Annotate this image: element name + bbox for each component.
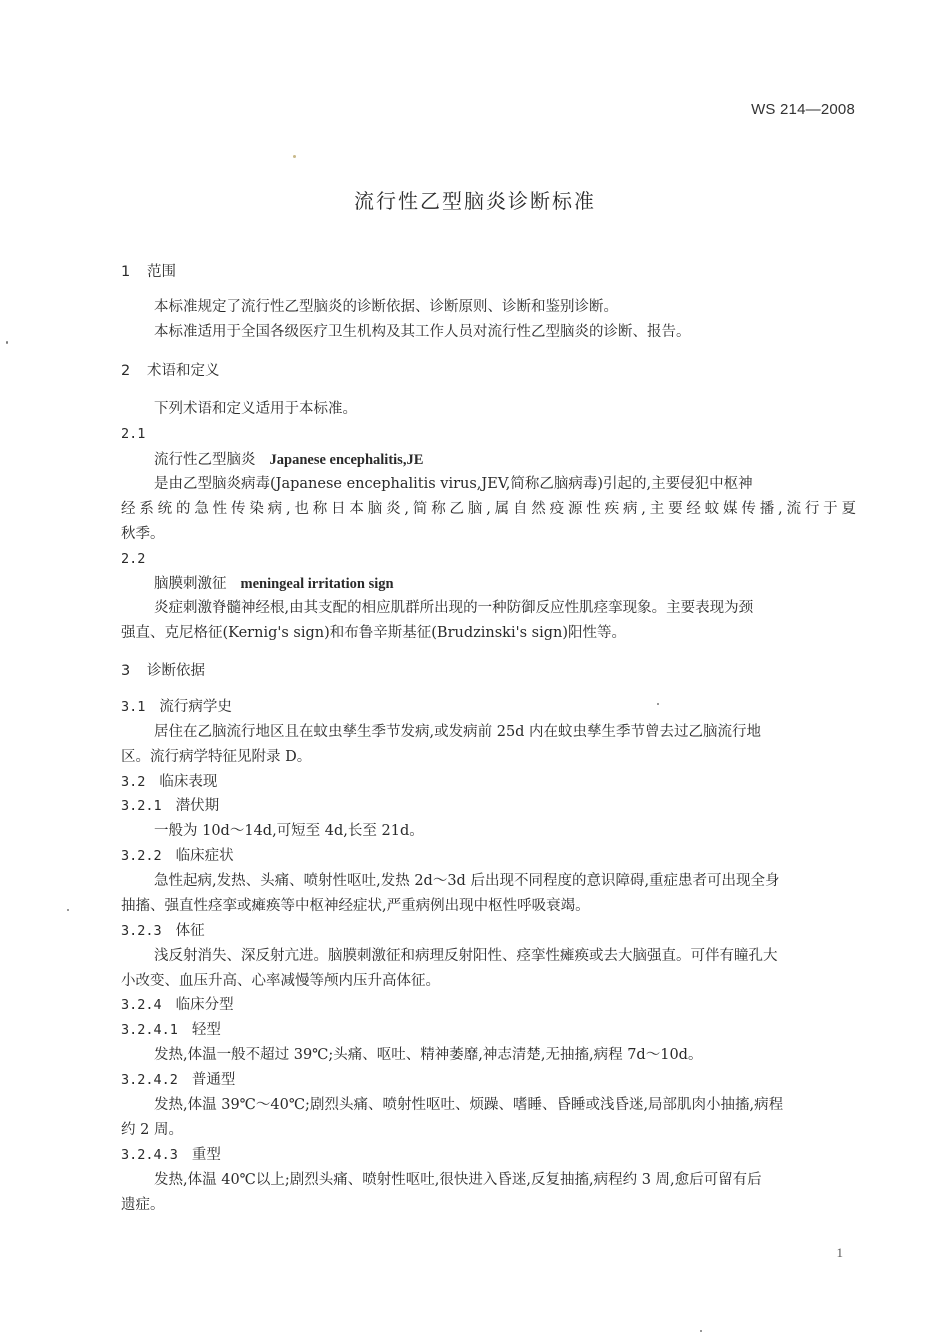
subsection-title: 临床分型 xyxy=(175,997,234,1013)
subsection-title: 体征 xyxy=(175,923,205,939)
term-entry xyxy=(154,574,394,594)
paragraph-line: 发热,体温 40℃以上;剧烈头痛、喷射性呕吐,很快进入昏迷,反复抽搐,病程约 3 周,愈后可留有后 xyxy=(154,1172,762,1188)
section-title: 范围 xyxy=(147,264,176,280)
paragraph-line: 一般为 10d～14d,可短至 4d,长至 21d。 xyxy=(154,823,424,839)
section-2-heading xyxy=(121,361,220,381)
term-entry xyxy=(154,450,423,470)
paragraph: 本标准规定了流行性乙型脑炎的诊断依据、诊断原则、诊断和鉴别诊断。 xyxy=(154,299,618,315)
subsection-number: 3.2 xyxy=(121,774,146,790)
definition-line: 是由乙型脑炎病毒(Japanese encephalitis virus,JEV,简称乙脑病毒)引起的,主要侵犯中枢神 xyxy=(154,476,753,492)
paragraph: 本标准适用于全国各级医疗卫生机构及其工作人员对流行性乙型脑炎的诊断、报告。 xyxy=(154,324,691,340)
page-number: 1 xyxy=(836,1245,843,1260)
subsection-title: 流行病学史 xyxy=(159,699,232,715)
subsection-3-2-4-1-heading xyxy=(121,1020,221,1040)
subsection-3-2-3-heading xyxy=(121,921,205,941)
section-number: 2 xyxy=(121,363,131,379)
section-3-heading xyxy=(121,661,205,681)
term-chinese: 流行性乙型脑炎 xyxy=(154,452,256,468)
section-1-heading xyxy=(121,262,176,282)
definition-line: 炎症刺激脊髓神经根,由其支配的相应肌群所出现的一种防御反应性肌痉挛现象。主要表现为颈 xyxy=(154,600,754,616)
term-number: 2.1 xyxy=(121,426,146,442)
scan-speck xyxy=(67,909,69,911)
subsection-number: 3.2.1 xyxy=(121,798,162,814)
paragraph-line: 急性起病,发热、头痛、喷射性呕吐,发热 2d～3d 后出现不同程度的意识障碍,重症患者可出现全身 xyxy=(154,873,780,889)
paragraph-line: 区。流行病学特征见附录 D。 xyxy=(121,749,312,765)
section-number: 3 xyxy=(121,663,131,679)
scan-speck xyxy=(6,341,8,344)
subsection-3-2-4-3-heading xyxy=(121,1145,221,1165)
definition-line: 秋季。 xyxy=(121,526,165,542)
paragraph-line: 居住在乙脑流行地区且在蚊虫孳生季节发病,或发病前 25d 内在蚊虫孳生季节曾去过乙脑流行地 xyxy=(154,724,762,740)
subsection-title: 潜伏期 xyxy=(175,798,220,814)
definition-line: 强直、克尼格征(Kernig's sign)和布鲁辛斯基征(Brudzinski's sign)阳性等。 xyxy=(121,625,626,641)
paragraph-line: 浅反射消失、深反射亢进。脑膜刺激征和病理反射阳性、痉挛性瘫痪或去大脑强直。可伴有瞳孔大 xyxy=(154,948,778,964)
document-title: 流行性乙型脑炎诊断标准 xyxy=(354,189,596,213)
definition-line: 经系统的急性传染病,也称日本脑炎,简称乙脑,属自然疫源性疾病,主要经蚊媒传播,流行于夏 xyxy=(121,501,856,517)
subsection-number: 3.2.4.2 xyxy=(121,1072,178,1088)
subsection-3-2-4-2-heading xyxy=(121,1070,235,1090)
subsection-title: 临床表现 xyxy=(159,774,218,790)
subsection-3-2-4-heading xyxy=(121,995,234,1015)
term-chinese: 脑膜刺激征 xyxy=(154,576,227,592)
paragraph-line: 小改变、血压升高、心率减慢等颅内压升高体征。 xyxy=(121,973,440,989)
term-number: 2.2 xyxy=(121,551,146,567)
subsection-3-2-2-heading xyxy=(121,846,234,866)
subsection-number: 3.2.4 xyxy=(121,997,162,1013)
subsection-3-2-heading xyxy=(121,772,217,792)
paragraph: 下列术语和定义适用于本标准。 xyxy=(154,401,357,417)
subsection-title: 轻型 xyxy=(191,1022,221,1038)
subsection-number: 3.2.3 xyxy=(121,923,162,939)
subsection-3-1-heading xyxy=(121,697,232,717)
paragraph-line: 遗症。 xyxy=(121,1197,165,1213)
subsection-title: 临床症状 xyxy=(175,848,234,864)
paragraph-line: 约 2 周。 xyxy=(121,1122,183,1138)
term-english: meningeal irritation sign xyxy=(240,576,394,592)
paragraph-line: 发热,体温 39℃～40℃;剧烈头痛、喷射性呕吐、烦躁、嗜睡、昏睡或浅昏迷,局部肌肉小抽搐,病程 xyxy=(154,1097,784,1113)
term-english: Japanese encephalitis,JE xyxy=(269,452,424,468)
subsection-3-2-1-heading xyxy=(121,796,219,816)
subsection-number: 3.2.2 xyxy=(121,848,162,864)
subsection-number: 3.2.4.1 xyxy=(121,1022,178,1038)
standard-code: WS 214—2008 xyxy=(751,101,855,118)
subsection-title: 重型 xyxy=(191,1147,221,1163)
scan-speck xyxy=(700,1330,702,1332)
paragraph-line: 发热,体温一般不超过 39℃;头痛、呕吐、精神萎靡,神志清楚,无抽搐,病程 7d～10d。 xyxy=(154,1047,703,1063)
subsection-number: 3.1 xyxy=(121,699,146,715)
paragraph-line: 抽搐、强直性痉挛或瘫痪等中枢神经症状,严重病例出现中枢性呼吸衰竭。 xyxy=(121,898,590,914)
subsection-number: 3.2.4.3 xyxy=(121,1147,178,1163)
section-title: 术语和定义 xyxy=(147,363,220,379)
section-title: 诊断依据 xyxy=(147,663,205,679)
subsection-title: 普通型 xyxy=(191,1072,236,1088)
section-number: 1 xyxy=(121,264,131,280)
scan-speck xyxy=(293,155,296,158)
scan-speck xyxy=(657,703,659,705)
